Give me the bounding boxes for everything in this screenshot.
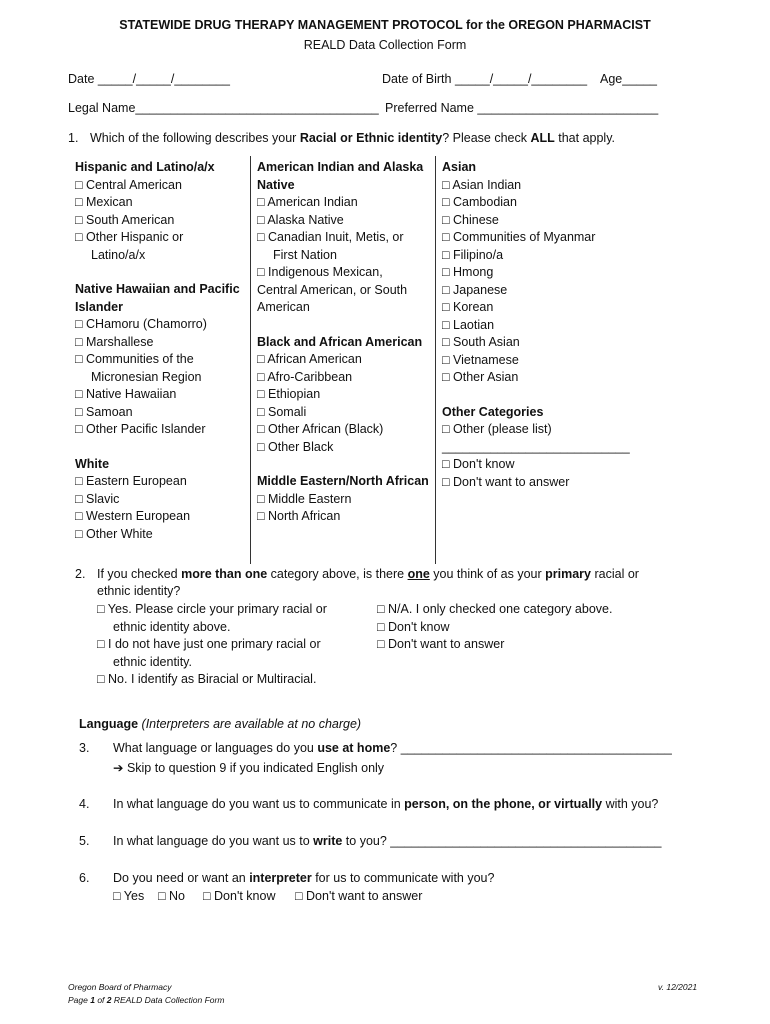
checkbox-option[interactable]: □ Hmong (442, 265, 494, 279)
group-heading-asian: Asian (442, 160, 477, 174)
q4-number: 4. (79, 797, 90, 811)
checkbox-option[interactable]: □ Afro-Caribbean (257, 369, 353, 384)
checkbox-option[interactable]: □ Central American (75, 177, 182, 192)
checkbox-option[interactable]: □ African American (257, 352, 362, 366)
checkbox-option[interactable]: □ Canadian Inuit, Metis, or (257, 230, 404, 244)
age-field[interactable]: Age_____ (600, 72, 658, 86)
checkbox-option[interactable]: □ Vietnamese (442, 352, 519, 367)
group-heading-pacific: Native Hawaiian and Pacific (75, 282, 240, 296)
footer-version: v. 12/2021 (658, 982, 698, 992)
checkbox-option[interactable]: □ Don't want to answer (377, 637, 505, 651)
q6-number: 6. (79, 871, 90, 885)
option-continuation: American (257, 300, 310, 314)
checkbox-option[interactable]: □ Marshallese (75, 334, 154, 349)
q1-column-3 (442, 159, 630, 491)
option-continuation: ethnic identity. (113, 654, 192, 669)
group-heading-american-indian: American Indian and Alaska (257, 160, 424, 174)
checkbox-option[interactable]: □ Don't know (377, 619, 450, 634)
checkbox-option[interactable]: □ Yes. Please circle your primary racial or (97, 602, 327, 616)
checkbox-option[interactable]: □ Ethiopian (257, 387, 321, 401)
q3-number: 3. (79, 741, 90, 755)
checkbox-option[interactable]: □ Korean (442, 300, 494, 314)
group-heading-pacific: Islander (75, 299, 123, 314)
language-section-heading: Language (Interpreters are available at no charge) (79, 717, 362, 731)
q5-text: In what language do you want us to write to you? _______________________________________ (113, 834, 662, 848)
checkbox-option[interactable]: □ Indigenous Mexican, (257, 265, 383, 279)
group-heading-white: White (75, 456, 110, 471)
preferred-name-field[interactable]: Preferred Name __________________________ (385, 101, 659, 115)
option-continuation: First Nation (273, 247, 337, 262)
other-write-in-line[interactable]: ___________________________ (442, 439, 630, 454)
checkbox-option[interactable]: □ CHamoru (Chamorro) (75, 317, 207, 331)
option-continuation: Micronesian Region (91, 369, 202, 384)
checkbox-option[interactable]: □ South Asian (442, 335, 520, 349)
form-title: STATEWIDE DRUG THERAPY MANAGEMENT PROTOCOL for the OREGON PHARMACIST (119, 18, 651, 32)
checkbox-option[interactable]: □ South American (75, 212, 175, 227)
checkbox-option[interactable]: □ Native Hawaiian (75, 387, 177, 401)
checkbox-option[interactable]: □ Western European (75, 509, 191, 523)
checkbox-option[interactable]: □ North African (257, 509, 341, 523)
q6-option-yes[interactable]: □ Yes (113, 889, 145, 903)
checkbox-option[interactable]: □ American Indian (257, 195, 358, 209)
checkbox-option[interactable]: □ Communities of Myanmar (442, 230, 596, 244)
legal-name-field[interactable]: Legal Name___________________________________ (68, 101, 379, 115)
checkbox-option[interactable]: □ Japanese (442, 282, 508, 297)
q3-skip-note: ➔ Skip to question 9 if you indicated English only (113, 761, 385, 775)
checkbox-option[interactable]: □ Other Pacific Islander (75, 422, 206, 436)
column-divider (435, 156, 436, 564)
group-heading-mena: Middle Eastern/North African (257, 474, 429, 488)
checkbox-option[interactable]: □ Filipino/a (442, 247, 504, 262)
q1-text: Which of the following describes your Racial or Ethnic identity? Please check ALL that apply. (90, 131, 616, 145)
checkbox-option[interactable]: □ Chinese (442, 212, 499, 227)
checkbox-option[interactable]: □ Other African (Black) (257, 422, 384, 436)
option-continuation: Central American, or South (257, 282, 408, 297)
checkbox-option[interactable]: □ Other Black (257, 439, 334, 454)
footer-board-name: Oregon Board of Pharmacy (68, 982, 172, 992)
option-continuation: ethnic identity above. (113, 619, 231, 634)
checkbox-option[interactable]: □ I do not have just one primary racial or (97, 637, 321, 651)
checkbox-option[interactable]: □ Alaska Native (257, 212, 344, 227)
checkbox-option[interactable]: □ Other Asian (442, 370, 519, 384)
q5-number: 5. (79, 834, 90, 848)
checkbox-option[interactable]: □ Middle Eastern (257, 491, 352, 506)
checkbox-option[interactable]: □ Asian Indian (442, 177, 522, 192)
checkbox-option[interactable]: □ Communities of the (75, 352, 194, 366)
checkbox-option[interactable]: □ Other White (75, 526, 153, 541)
q2-left-options (97, 601, 327, 689)
checkbox-option[interactable]: □ Other (please list) (442, 422, 552, 436)
q6-option-no[interactable]: □ No (158, 889, 186, 903)
checkbox-option[interactable]: □ Don't want to answer (442, 474, 570, 489)
q2-right-options (377, 601, 612, 654)
q3-text: What language or languages do you use at home? _______________________________________ (113, 741, 672, 755)
column-divider (250, 156, 251, 564)
option-continuation: Latino/a/x (91, 247, 146, 262)
q1-number: 1. (68, 131, 79, 145)
q6-option-dont-know[interactable]: □ Don't know (203, 889, 276, 903)
q6-option-dont-want[interactable]: □ Don't want to answer (295, 889, 423, 903)
form-subtitle: REALD Data Collection Form (303, 38, 467, 52)
checkbox-option[interactable]: □ Mexican (75, 195, 133, 209)
group-heading-hispanic: Hispanic and Latino/a/x (75, 160, 215, 174)
footer-page-number: Page 1 of 2 REALD Data Collection Form (68, 995, 225, 1005)
checkbox-option[interactable]: □ Somali (257, 404, 307, 419)
checkbox-option[interactable]: □ Cambodian (442, 195, 517, 209)
dob-field[interactable]: Date of Birth _____/_____/________ (382, 72, 588, 86)
checkbox-option[interactable]: □ N/A. I only checked one category above. (377, 602, 613, 616)
q2-number: 2. (75, 567, 86, 581)
q2-text-line2: ethnic identity? (97, 584, 181, 598)
group-heading-american-indian: Native (257, 177, 295, 192)
group-heading-black: Black and African American (257, 334, 423, 349)
q2-text: If you checked more than one category above, is there one you think of as your primary racial or (97, 567, 639, 581)
checkbox-option[interactable]: □ Laotian (442, 317, 495, 332)
checkbox-option[interactable]: □ Other Hispanic or (75, 230, 184, 244)
checkbox-option[interactable]: □ Eastern European (75, 474, 187, 488)
q1-column-2 (257, 159, 429, 526)
q4-text: In what language do you want us to communicate in person, on the phone, or virtually with you? (113, 797, 659, 811)
checkbox-option[interactable]: □ No. I identify as Biracial or Multiracial. (97, 672, 317, 686)
checkbox-option[interactable]: □ Don't know (442, 457, 515, 471)
group-heading-other: Other Categories (442, 404, 544, 419)
q6-text: Do you need or want an interpreter for us to communicate with you? (113, 871, 495, 885)
date-field[interactable]: Date _____/_____/________ (68, 72, 230, 86)
q1-column-1 (75, 159, 240, 543)
checkbox-option[interactable]: □ Slavic (75, 491, 120, 506)
checkbox-option[interactable]: □ Samoan (75, 404, 133, 419)
